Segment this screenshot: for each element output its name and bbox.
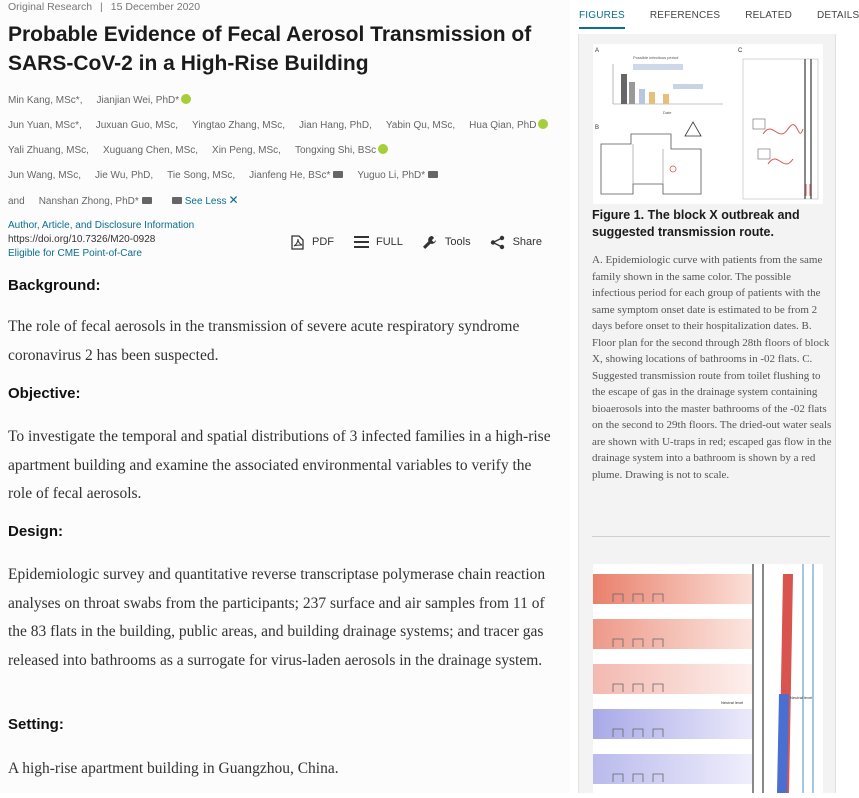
fig-date-label: Date <box>663 110 672 115</box>
author-label: Xin Peng, MSc, <box>212 145 281 156</box>
author-label: Yuguo Li, PhD* <box>357 170 426 181</box>
author-label: Yabin Qu, MSc, <box>385 120 456 131</box>
page-title: Probable Evidence of Fecal Aerosol Transmission of SARS-CoV-2 in a High-Rise Building <box>8 23 532 75</box>
pdf-icon <box>290 234 304 250</box>
figure-1-thumbnail[interactable] <box>593 44 823 204</box>
author-name[interactable] <box>8 170 81 181</box>
author-label: Jian Hang, PhD, <box>299 120 372 131</box>
meta-separator: | <box>100 1 103 13</box>
full-button[interactable] <box>354 234 403 250</box>
author-name[interactable] <box>357 170 438 181</box>
author-name[interactable] <box>8 196 25 207</box>
orcid-icon[interactable] <box>538 119 548 129</box>
background-heading: Background: <box>8 277 101 294</box>
background-text: The role of fecal aerosols in the transmission of severe acute respiratory syndrome coronavirus 2 has been suspected. <box>8 318 520 364</box>
mail-icon <box>172 197 182 204</box>
design-text: Epidemiologic survey and quantitative reverse transcriptase polymerase chain reaction analyses on throat swabs from the participants; 237 surface and air samples from 11 of the 83 flats in the building, public areas, and building drainage systems; and tracer gas released into bathrooms as a surrogate for virus-laden aerosols in the drainage system. <box>8 566 546 669</box>
author-label: Hua Qian, PhD <box>469 120 537 131</box>
author-name[interactable] <box>96 120 178 131</box>
author-name[interactable] <box>469 120 548 131</box>
author-name[interactable] <box>192 120 285 131</box>
author-name[interactable] <box>167 170 235 181</box>
author-list <box>8 88 563 214</box>
tools-button[interactable] <box>423 234 471 250</box>
author-label: Tie Song, MSc, <box>167 170 236 181</box>
tab-references[interactable]: REFERENCES <box>649 10 721 21</box>
fig2-neutral-level-left: Neutral level <box>721 700 744 705</box>
figures-panel <box>570 0 859 793</box>
author-name[interactable] <box>95 170 153 181</box>
setting-text: A high-rise apartment building in Guangzhou, China. <box>8 760 339 777</box>
orcid-icon[interactable] <box>181 94 191 104</box>
figure-divider <box>592 536 830 537</box>
see-less-label: See Less <box>184 196 227 207</box>
author-name[interactable] <box>103 145 198 156</box>
mail-icon[interactable] <box>142 197 152 204</box>
pdf-label: PDF <box>312 236 334 248</box>
pdf-button[interactable] <box>290 234 334 250</box>
author-label: Jianjian Wei, PhD* <box>96 95 180 106</box>
figure-title: Figure 1. The block X outbreak and suggested transmission route. <box>592 208 800 239</box>
article-meta <box>8 0 570 14</box>
author-name[interactable] <box>249 170 343 181</box>
panel-tabs <box>570 0 859 32</box>
author-label: Jun Wang, MSc, <box>8 170 81 181</box>
orcid-icon[interactable] <box>378 144 388 154</box>
setting-heading: Setting: <box>8 716 64 733</box>
mail-icon[interactable] <box>428 171 438 178</box>
share-icon <box>491 234 505 250</box>
author-label: and <box>8 196 25 207</box>
fig2-neutral-level-right: Neutral level <box>790 695 813 700</box>
author-label: Nanshan Zhong, PhD* <box>38 196 139 207</box>
share-label: Share <box>512 236 542 248</box>
objective-text: To investigate the temporal and spatial distributions of 3 infected families in a high-rise apartment building and examine the associated environmental variables to verify the role of fecal aerosols. <box>8 428 551 502</box>
figure-caption: A. Epidemiologic curve with patients from the same family shown in the same color. The possible infectious period for each group of patients with the same symptom onset date is estimated to be from 2 days before onset to their hospitalization dates. B. Floor plan for the second through 28th floors of block X, showing locations of bathrooms in -02 flats. C. Suggested transmission route from toilet flushing to the escape of gas in the drainage system containing bioaerosols into the master bathrooms of the -02 flats on the second to 29th floors. The dried-out water seals are shown with U-traps in red; escaped gas flow in the drainage system into a bathroom is shown by a red plume. Drawing is not to scale. <box>592 254 832 481</box>
disclosure-link[interactable]: Author, Article, and Disclosure Information <box>8 220 195 231</box>
objective-heading: Objective: <box>8 385 81 402</box>
share-button[interactable] <box>491 234 542 250</box>
author-name[interactable] <box>39 196 152 207</box>
design-heading: Design: <box>8 523 64 540</box>
fig-label-b: B <box>595 125 600 131</box>
author-name[interactable] <box>386 120 455 131</box>
article-type: Original Research <box>8 1 93 13</box>
article-toolbar <box>290 234 542 250</box>
figure-1-drawing <box>593 44 823 204</box>
author-label: Min Kang, MSc*, <box>8 95 83 106</box>
wrench-icon <box>423 234 437 250</box>
author-name[interactable] <box>8 120 82 131</box>
author-label: Jie Wu, PhD, <box>95 170 154 181</box>
doi-link[interactable]: https://doi.org/10.7326/M20-0928 <box>8 234 156 245</box>
fig-label-c: C <box>738 48 743 54</box>
tab-figures[interactable]: FIGURES <box>579 10 625 29</box>
author-name[interactable] <box>212 145 281 156</box>
menu-lines-icon <box>354 234 368 250</box>
full-label: FULL <box>376 236 403 248</box>
article-date: 15 December 2020 <box>110 1 201 13</box>
see-less-link[interactable] <box>169 193 239 207</box>
fig-infectious-period-label: Possible infectious period <box>633 55 679 60</box>
close-icon[interactable]: ✕ <box>228 193 239 207</box>
fig-label-a: A <box>595 48 600 54</box>
tools-label: Tools <box>444 236 471 248</box>
author-label: Juxuan Guo, MSc, <box>95 120 179 131</box>
author-label: Jun Yuan, MSc*, <box>8 120 82 131</box>
author-label: Yali Zhuang, MSc, <box>8 145 89 156</box>
tab-details[interactable]: DETAILS <box>817 10 859 21</box>
author-label: Xuguang Chen, MSc, <box>102 145 199 156</box>
mail-icon[interactable] <box>333 171 343 178</box>
author-name[interactable] <box>8 145 89 156</box>
author-name[interactable] <box>295 145 388 156</box>
author-label: Jianfeng He, BSc* <box>249 170 331 181</box>
author-name[interactable] <box>8 95 82 106</box>
author-label: Tongxing Shi, BSc <box>294 145 377 156</box>
author-name[interactable] <box>96 95 191 106</box>
figure-card <box>578 34 836 793</box>
figure-2-drawing <box>593 564 823 793</box>
figure-2-thumbnail[interactable] <box>593 564 823 793</box>
author-label: Yingtao Zhang, MSc, <box>192 120 286 131</box>
author-name[interactable] <box>299 120 372 131</box>
tab-related[interactable]: RELATED <box>745 10 792 21</box>
cme-link[interactable]: Eligible for CME Point-of-Care <box>8 248 142 259</box>
